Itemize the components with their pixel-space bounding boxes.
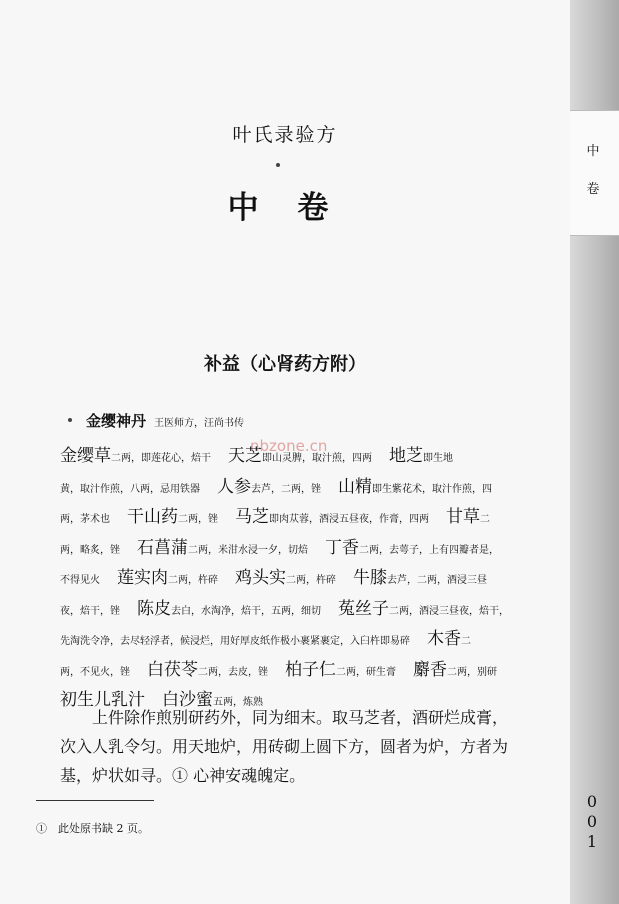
ingredient-note: 两，茅术也	[60, 514, 110, 525]
ingredient-name: 麝香	[396, 659, 447, 680]
ingredient-line	[60, 624, 471, 649]
ingredient-note: 二两，锉	[178, 514, 218, 525]
ingredient-name: 甘草	[429, 507, 480, 527]
ingredient-name: 白茯苓	[130, 659, 198, 680]
recipe-heading	[86, 410, 244, 431]
ingredient-note: 二两，即莲花心，焙干	[111, 453, 211, 464]
ingredient-note: 两，不见火，锉	[60, 666, 130, 678]
ingredient-note: 二	[461, 636, 471, 647]
ingredient-note: 即生紫花术，取汁作煎，四	[372, 483, 492, 495]
ingredient-note: 二两，去萼子，上有四瓣者是，	[359, 544, 499, 556]
ingredient-note: 二两，别研	[447, 666, 497, 678]
ingredient-note: 即生地	[423, 453, 453, 464]
ingredient-name: 鸡头实	[218, 568, 286, 588]
ingredient-note: 二	[480, 514, 490, 525]
ingredient-note: 去白，水淘净，焙干，五两，细切	[171, 605, 321, 617]
ingredient-name: 柏子仁	[268, 659, 336, 680]
ingredient-line	[60, 563, 487, 588]
recipe-name: 金缨神丹	[86, 412, 147, 430]
ingredient-name: 初生儿乳汁 白沙蜜	[60, 690, 213, 710]
ingredient-note: 去芦，二两，酒浸三昼	[387, 575, 487, 586]
ingredient-name: 金缨草	[60, 446, 111, 466]
ingredient-note: 去芦，二两，锉	[251, 483, 321, 495]
paragraph-line: 次入人乳令匀。用天地炉，用砖砌上圆下方，圆者为炉，方者为	[60, 737, 509, 756]
ingredient-name: 牛膝	[336, 568, 387, 588]
footnote: ① 此处原书缺 2 页。	[36, 822, 149, 835]
ingredient-note: 两，略炙，锉	[60, 544, 120, 556]
spine-label-bottom: 卷	[586, 182, 600, 197]
ingredient-line	[60, 502, 490, 527]
ingredient-note: 即山灵脾，取汁煎，四两	[262, 453, 372, 464]
ingredient-note: 二两，杵碎	[286, 575, 336, 586]
section-title: 补益（心肾药方附）	[204, 354, 366, 375]
ingredient-name: 菟丝子	[321, 598, 389, 619]
ingredient-note: 先淘洗令净，去尽轻浮者，候浸烂，用好厚皮纸作极小裹紧裹定，入臼杵即易碎	[60, 636, 410, 647]
ingredient-name: 马芝	[218, 507, 269, 527]
footnote-rule	[36, 800, 154, 801]
ingredient-name: 干山药	[110, 507, 178, 527]
ingredient-note: 二两，酒浸三昼夜，焙干，	[389, 605, 509, 617]
watermark: nbzone.cn	[250, 437, 328, 455]
recipe-source: 王医师方，汪尚书传	[154, 418, 245, 429]
page-number	[585, 792, 599, 852]
ingredient-note: 即肉苁蓉，酒浸五昼夜，作膏，四两	[269, 514, 429, 525]
paragraph-line: 基，炉状如寻。① 心神安魂魄定。	[60, 766, 306, 785]
page-number-digit: 0	[586, 812, 598, 831]
spine-tab	[570, 110, 619, 236]
paragraph-line: 上件除作煎别研药外，同为细末。取马芝者，酒研烂成膏，	[60, 708, 509, 727]
ingredient-name: 天芝	[211, 446, 262, 466]
ingredient-name: 莲实肉	[100, 568, 168, 588]
ingredient-name: 木香	[410, 629, 461, 649]
ingredient-name: 山精	[321, 476, 372, 497]
page-number-digit: 1	[586, 832, 598, 851]
volume-title: 中 卷	[227, 190, 343, 226]
ingredient-note: 二两，米泔水浸一夕，切焙	[188, 544, 308, 556]
page-number-digit: 0	[586, 792, 598, 811]
spine-label-top: 中	[586, 144, 600, 159]
ingredient-note: 二两，杵碎	[168, 575, 218, 586]
ingredient-line	[60, 533, 499, 558]
ingredient-note: 不得见火	[60, 575, 100, 586]
ingredient-note: 五两，炼熟	[213, 697, 263, 708]
ingredient-line	[60, 441, 453, 466]
ingredient-line	[60, 655, 497, 680]
ornament-dot-icon	[276, 163, 280, 167]
ingredient-name: 陈皮	[120, 598, 171, 619]
ingredient-note: 夜，焙干，锉	[60, 605, 120, 617]
body-paragraph	[60, 703, 540, 790]
ingredient-note: 二两，研生膏	[336, 666, 396, 678]
ingredient-note: 二两，去皮，锉	[198, 666, 268, 678]
bullet-dot-icon	[68, 418, 72, 422]
ingredient-line	[60, 472, 492, 497]
book-title: 叶氏录验方	[232, 124, 338, 146]
ingredient-name: 丁香	[308, 537, 359, 558]
ingredient-name: 人参	[200, 476, 251, 497]
ingredient-name: 地芝	[372, 446, 423, 466]
ingredient-line	[60, 594, 509, 619]
ingredient-name: 石菖蒲	[120, 537, 188, 558]
ingredient-note: 黄，取汁作煎，八两，忌用铁器	[60, 483, 200, 495]
